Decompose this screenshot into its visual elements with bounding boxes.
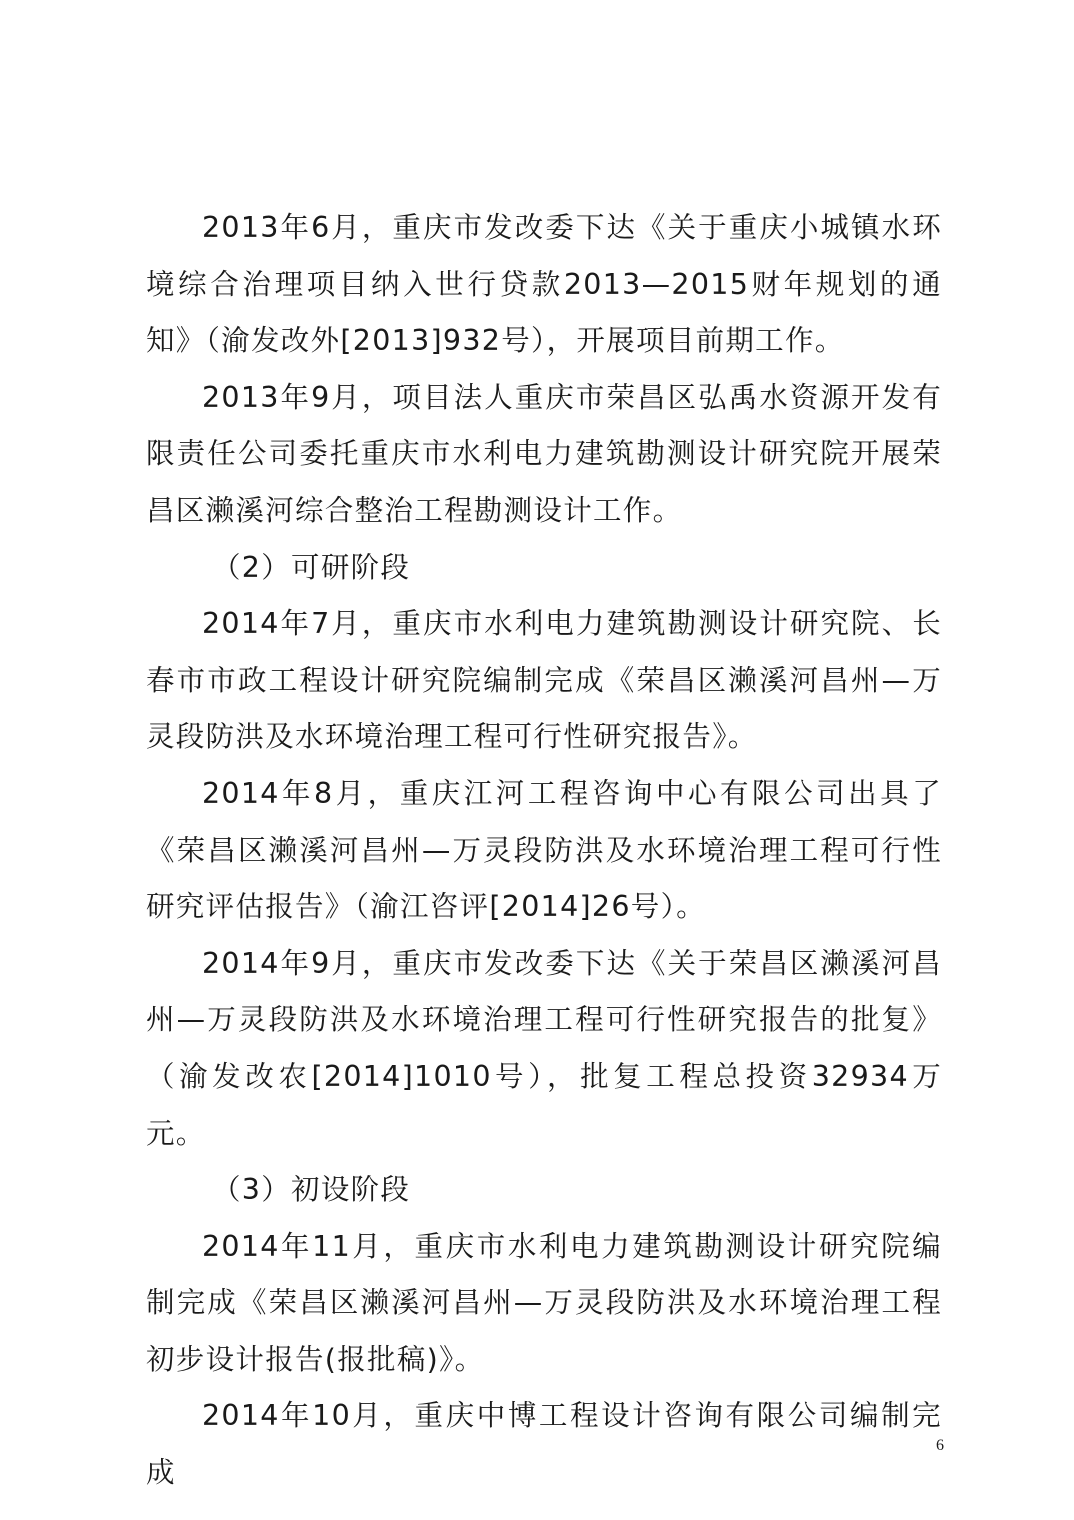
- page-number: 6: [936, 1437, 944, 1454]
- section-heading-feasibility-stage: （2）可研阶段: [212, 550, 411, 584]
- paragraph-2014-august: 2014年8月，重庆江河工程咨询中心有限公司出具了《荣昌区濑溪河昌州—万灵段防洪及水环境治理工程可行性研究评估报告》（渝江咨评[2014]26号）。: [146, 776, 942, 924]
- section-heading-preliminary-design-stage: （3）初设阶段: [212, 1173, 411, 1207]
- paragraph-2014-july: 2014年7月，重庆市水利电力建筑勘测设计研究院、长春市市政工程设计研究院编制完成《荣昌区濑溪河昌州—万灵段防洪及水环境治理工程可行性研究报告》。: [146, 607, 942, 754]
- paragraph-2014-september: 2014年9月，重庆市发改委下达《关于荣昌区濑溪河昌州—万灵段防洪及水环境治理工程可行性研究报告的批复》（渝发改农[2014]1010号），批复工程总投资32934万元。: [146, 946, 942, 1150]
- paragraph-2013-june: 2013年6月，重庆市发改委下达《关于重庆小城镇水环境综合治理项目纳入世行贷款2013—2015财年规划的通知》（渝发改外[2013]932号），开展项目前期工作。: [146, 211, 942, 358]
- paragraph-2014-november: 2014年11月，重庆市水利电力建筑勘测设计研究院编制完成《荣昌区濑溪河昌州—万灵段防洪及水环境治理工程初步设计报告(报批稿)》。: [146, 1229, 942, 1376]
- paragraph-2014-october: 2014年10月，重庆中博工程设计咨询有限公司编制完成: [146, 1399, 942, 1490]
- paragraph-2013-september: 2013年9月，项目法人重庆市荣昌区弘禹水资源开发有限责任公司委托重庆市水利电力建筑勘测设计研究院开展荣昌区濑溪河综合整治工程勘测设计工作。: [146, 380, 942, 527]
- document-body: [146, 200, 942, 1502]
